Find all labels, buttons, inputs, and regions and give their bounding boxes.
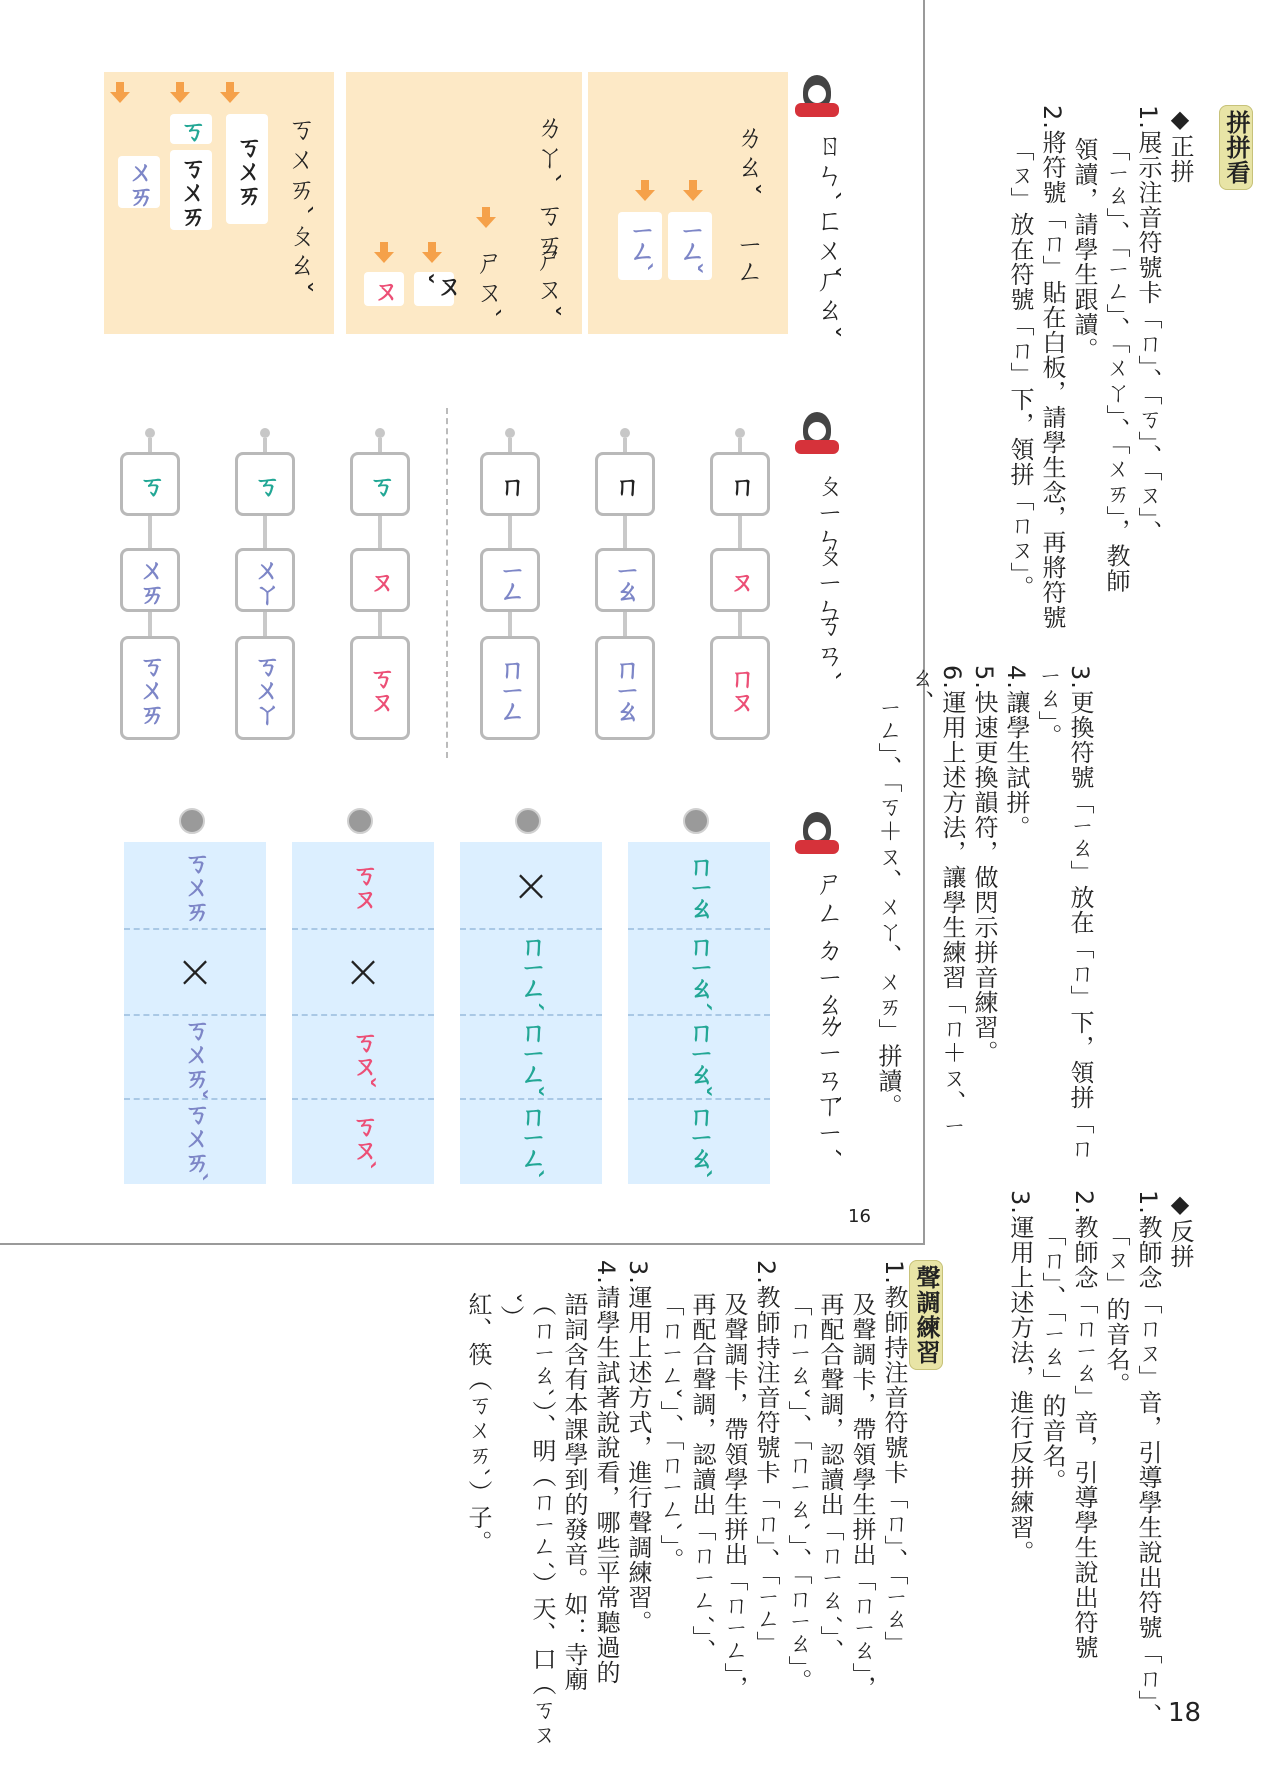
bottom-row-label-3: ㄌㄧㄢˋ [812,1010,845,1111]
tone-line-10: 4.請學生試著說說看，哪些平常聽過的 [592,1260,620,1685]
panel3-card-4: ㄨㄞ [118,156,160,208]
zhengpin-line-4: 2.將符號「ㄇ」貼在白板，請學生念，再將符號 [1038,105,1066,630]
penguin-icon [795,75,839,119]
section-title-tone: 聲調練習 [910,1260,942,1760]
zhengpin-block-2 [872,665,1096,1165]
section-title-pinpinkan: 拼拼看 [1219,105,1253,190]
fanpin-line-3: 2.教師念「ㄇㄧㄠ」音，引導學生說出符號 [1070,1190,1098,1661]
bottom-row-label-2: ㄉㄧㄠˋ [812,935,845,1036]
fanpin-line-4: 「ㄇ」、「ㄧㄠ」的音名。 [1038,1222,1066,1494]
tone-line-1: 1.教師持注音符號卡「ㄇ」、「ㄧㄠ」 [880,1260,908,1657]
penguin-icon [795,812,839,856]
panel1-top-word: ㄌㄠˇ [732,122,765,198]
fanpin-line-2: 「ㄡ」的音名。 [1102,1222,1130,1397]
fanpin-line-1: 1.教師念「ㄇㄡ」音，引導學生說出符號「ㄇ」、 [1134,1190,1162,1728]
penguin-icon [795,412,839,456]
bottom-row-label-4: ㄒㄧˊ [812,1090,845,1161]
teacher-notes-section1 [1220,105,1252,1155]
ball-icon [347,808,373,834]
panel3-word-top: ㄎㄨㄞˋ [284,114,317,220]
panel3-word-bottom: ㄆㄠˇ [284,220,317,296]
mid-row-label-3: ㄎㄢˋ [812,610,845,686]
tone-column-4: ㄎㄨㄞ × ㄎㄨㄞˇ ㄎㄨㄞˋ [124,842,266,1184]
tone-line-4: 「ㄇㄧㄠˇ」、「ㄇㄧㄠˋ」、「ㄇㄧㄠ」。 [784,1292,812,1694]
zhengpin-line-8: 5.快速更換韻符，做閃示拼音練習。 [970,665,998,1065]
tone-line-11: 語詞含有本課學到的發音。如：寺廟 [560,1292,588,1692]
tone-line-3: 再配合聲調，認讀出「ㄇㄧㄠˊ」、 [816,1292,844,1664]
tone-line-13: 紅、筷（ㄎㄨㄞˋ）子。 [464,1292,492,1555]
tone-line-7: 再配合聲調，認讀出「ㄇㄧㄥˊ」、 [688,1292,716,1664]
tone-column-1: ㄇㄧㄠ ㄇㄧㄠˊ ㄇㄧㄠˇ ㄇㄧㄠˋ [628,842,770,1184]
tone-line-9: 3.運用上述方式，進行聲調練習。 [624,1260,652,1635]
mid-row-label-1: ㄆㄧㄣ [812,470,845,555]
fanpin-line-5: 3.運用上述方法，進行反拼練習。 [1006,1190,1034,1565]
ball-icon [515,808,541,834]
practice-panel-1 [588,72,788,334]
zhengpin-title: ◆正拼 [1166,105,1194,184]
top-row-label-2: ㄈㄨˇ [812,205,845,281]
zhengpin-line-3: 領讀，請學生跟讀。 [1070,137,1098,362]
panel2-word-3: ㄕㄡˇ [532,244,565,320]
ball-icon [683,808,709,834]
tone-line-2: 及聲調卡，帶領學生拼出「ㄇㄧㄠ」， [848,1292,876,1701]
panel2-card-2: ㄡ [364,272,404,306]
tone-line-12: （ㄇㄧㄠˋ）、明（ㄇㄧㄥˊ）天、口（ㄎㄡˇ） [496,1292,556,1747]
book-page-number: 16 [848,1206,871,1227]
panel3-card-2: ㄎ [170,114,212,144]
panel3-card-3: ㄎㄨㄞ [170,150,212,230]
panel1-left-word: ㄧㄥ [732,232,765,287]
practice-panel-3 [104,72,334,334]
panel2-word-4: ㄕㄡˋ [472,247,505,323]
chain-divider [446,408,448,758]
zhengpin-line-6: 3.更換符號「ㄧㄠ」放在「ㄇ」下，領拼「ㄇㄧㄠ」。 [1034,665,1094,1161]
panel1-card-1: ㄧㄥˇ [668,212,712,280]
top-row-label-3: ㄏㄠˇ [812,265,845,341]
zhengpin-line-1: 1.展示注音符號卡「ㄇ」、「ㄎ」、「ㄡ」、 [1134,105,1162,545]
fanpin-block [1004,1190,1196,1750]
bottom-row-label-1: ㄕㄥ [812,868,845,928]
ball-icon [179,808,205,834]
zhengpin-line-2: 「ㄧㄠ」、「ㄧㄥ」、「ㄨㄚ」、「ㄨㄞ」，教師 [1102,137,1130,594]
tone-line-5: 2.教師持注音符號卡「ㄇ」、「ㄧㄥ」 [752,1260,780,1657]
panel1-card-2: ㄧㄥˋ [618,212,662,280]
tone-practice-block [462,1260,942,1760]
zhengpin-line-5: 「ㄡ」放在符號「ㄇ」下，領拼「ㄇㄡ」。 [1006,137,1034,600]
teacher-page-number: 18 [1168,1698,1202,1728]
panel2-word-1: ㄌㄚˋ [532,112,565,188]
fanpin-title: ◆反拼 [1166,1190,1194,1269]
zhengpin-line-7: 4.讓學生試拼。 [1002,665,1030,840]
student-book-page: ㄖㄣˋ ㄈㄨˇ ㄏㄠˇ ㄌㄠˇ ㄧㄥ ㄧㄥˇ ㄧㄥˋ ㄌㄚˋ ㄎㄞ ㄕㄡˇ ㄕㄡˋ ㄡˇ ㄡ ㄎㄨㄞˋ ㄆㄠˇ ㄎㄨㄞ ㄎ ㄎㄨㄞ ㄨㄞ ㄆㄧㄣ ㄆㄧㄣ ㄎㄢˋ ㄇ ㄡ ㄇㄡ ㄇ ㄧㄠ ㄇㄧㄠ ㄇ ㄧㄥ ㄇㄧㄥ ㄎ ㄡ ㄎㄡ ㄎ ㄨㄚ ㄎㄨㄚ ㄎ ㄨㄞ ㄎㄨㄞ ㄕㄥ ㄉㄧㄠˋ ㄌㄧㄢˋ ㄒㄧˊ ㄇㄧㄠ ㄇㄧㄠˊ ㄇㄧㄠˇ ㄇㄧㄠˋ × ㄇㄧㄥˊ ㄇㄧㄥˇ ㄇㄧㄥˋ ㄎㄡ × ㄎㄡˇ ㄎㄡˋ ㄎㄨㄞ × ㄎㄨㄞˇ ㄎㄨㄞˋ 16 [0,0,925,1245]
panel3-card-1: ㄎㄨㄞ [226,114,268,224]
panel2-word-2: ㄎㄞ [532,200,565,260]
zhengpin-line-9: 6.運用上述方法，讓學生練習「ㄇ＋ㄡ、ㄧㄠ、 [906,665,966,1136]
tone-line-6: 及聲調卡，帶領學生拼出「ㄇㄧㄥ」， [720,1292,748,1701]
panel2-card-1: ㄡˇ [414,272,454,306]
practice-panel-2 [346,72,582,334]
mid-row-label-2: ㄆㄧㄣ [812,540,845,625]
top-row-label-1: ㄖㄣˋ [812,130,845,206]
tone-column-3: ㄎㄡ × ㄎㄡˇ ㄎㄡˋ [292,842,434,1184]
tone-column-2: × ㄇㄧㄥˊ ㄇㄧㄥˇ ㄇㄧㄥˋ [460,842,602,1184]
tone-line-8: 「ㄇㄧㄥˇ」、「ㄇㄧㄥˋ」。 [656,1292,684,1573]
zhengpin-line-10: ㄧㄥ」、「ㄎ＋ㄡ、ㄨㄚ、ㄨㄞ」拼讀。 [874,697,902,1119]
